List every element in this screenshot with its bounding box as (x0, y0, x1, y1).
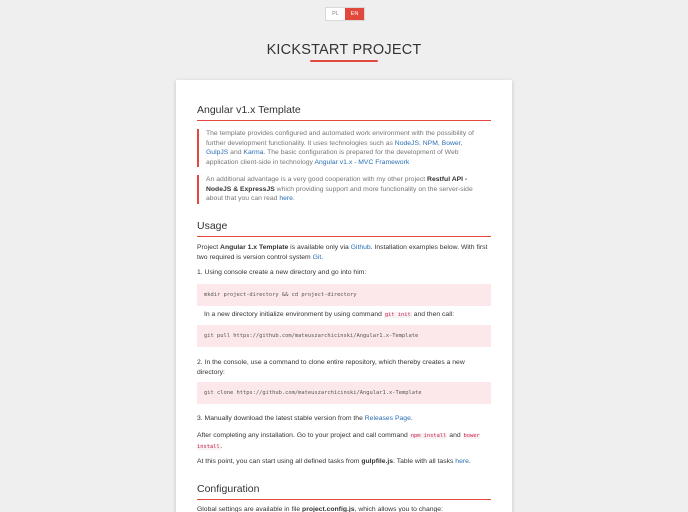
usage-heading: Usage (197, 220, 491, 237)
github-link[interactable]: Github (350, 244, 371, 251)
step-2-text: 2. In the console, use a command to clone entire repository, which thereby creates a new directory: (197, 359, 465, 376)
git-link[interactable]: Git (312, 253, 322, 261)
content-card (176, 80, 512, 512)
template-heading: Angular v1.x Template (197, 104, 491, 121)
usage-intro: Project Angular 1.x Template is available only via Github. Installation examples below. With first two required is version control system Git. (197, 244, 488, 261)
nodejs-link[interactable]: NodeJS (394, 139, 419, 147)
lang-option-en[interactable]: EN (345, 8, 364, 20)
lang-option-pl[interactable]: PL (332, 11, 339, 17)
gulpjs-link[interactable]: GulpJS (206, 149, 229, 157)
step-3-text: 3. Manually download the latest stable version from the Releases Page. (197, 415, 413, 422)
template-note-1: The template provides configured and automated work environment with the possibility of further development functionality. It uses technologies such as NodeJS, NPM, Bower, GulpJS and Karma. The basic configuration is prepared for the development of Web application client-side in technology Angular v1.x - MVC Framework (197, 129, 485, 167)
npm-link[interactable]: NPM (422, 139, 438, 147)
releases-page-link[interactable]: Releases Page (364, 415, 411, 422)
code-block-mkdir: mkdir project-directory && cd project-directory (197, 284, 491, 306)
after-install-text: After completing any installation. Go to your project and call command npm install and bower install. (197, 432, 480, 450)
configuration-intro: Global settings are available in file project.config.js, which allows you to change: (197, 506, 443, 512)
configuration-heading: Configuration (197, 483, 491, 500)
code-block-git-clone: git clone https://github.com/mateuszarchicinski/Angular1.x-Template (197, 382, 491, 404)
template-note-2: An additional advantage is a very good cooperation with my other project Restful API - NodeJS & ExpressJS which providing support and more functionality on the server-side about that you can read here. (197, 175, 485, 204)
title-underline (310, 60, 378, 62)
step-1b-text: In a new directory initialize environment by using command git init and then call: (204, 311, 455, 318)
karma-link[interactable]: Karma (243, 149, 264, 157)
restful-api-here-link[interactable]: here (279, 195, 293, 203)
language-switcher (325, 7, 365, 21)
bower-link[interactable]: Bower (441, 139, 461, 147)
code-block-git-pull: git pull https://github.com/mateuszarchicinski/Angular1.x-Template (197, 325, 491, 347)
page-title: KICKSTART PROJECT (266, 42, 422, 58)
step-1-text: 1. Using console create a new directory and go into him: (197, 269, 367, 276)
angular-link[interactable]: Angular v1.x - MVC Framework (314, 158, 410, 166)
tasks-text: At this point, you can start using all defined tasks from gulpfile.js. Table with all tasks here. (197, 458, 471, 465)
tasks-table-link[interactable]: here (455, 458, 469, 465)
